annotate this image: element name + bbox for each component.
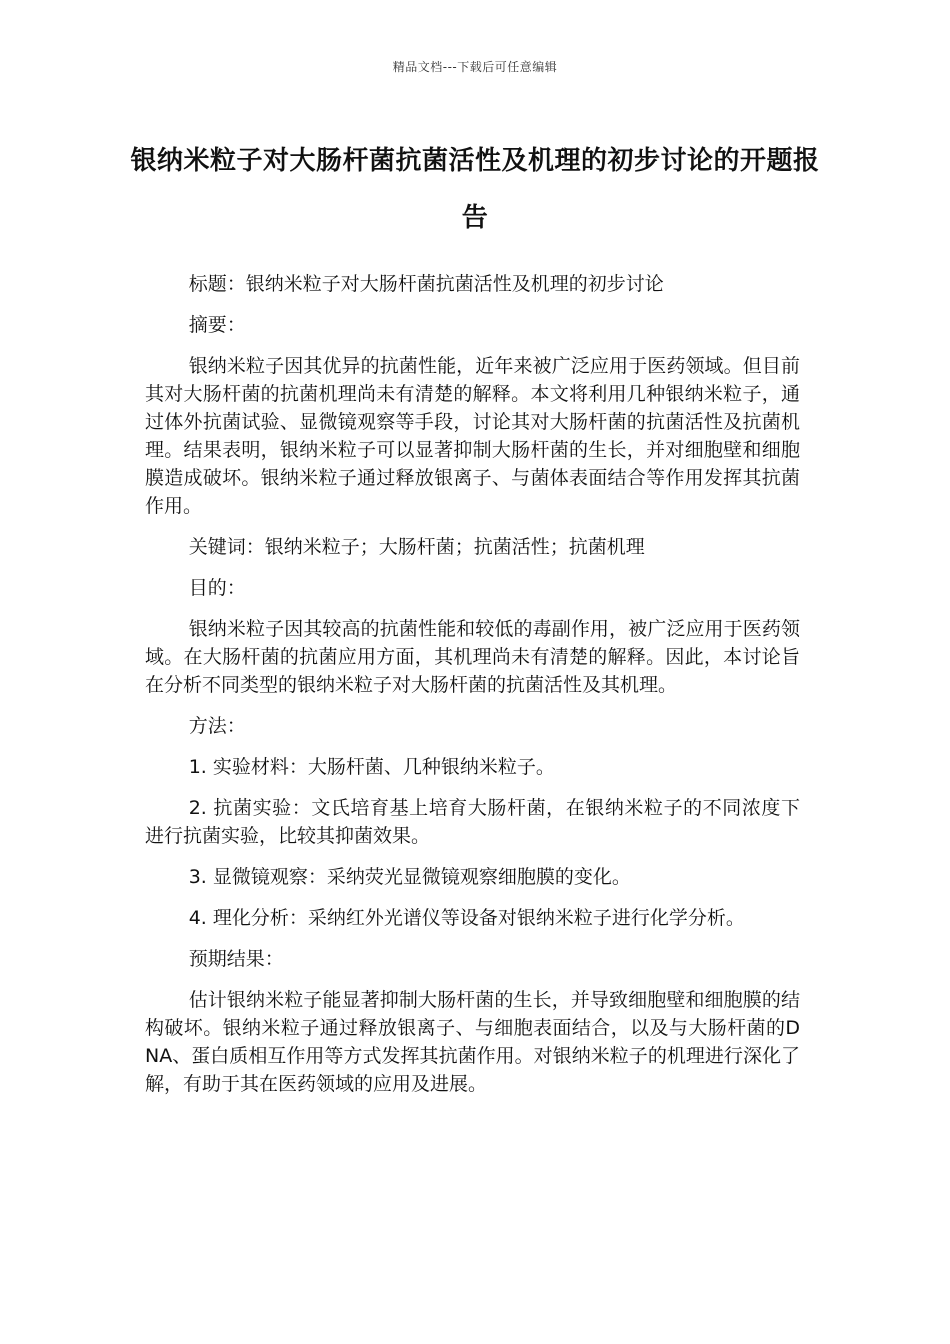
paragraph-results: 估计银纳米粒子能显著抑制大肠杆菌的生长，并导致细胞壁和细胞膜的结构破坏。银纳米粒子通过释放银离子、与细胞表面结合，以及与大肠杆菌的DNA、蛋白质相互作用等方式发挥其抗菌作用。对银纳米粒子的机理进行深化了解，有助于其在医药领域的应用及进展。: [145, 989, 800, 1095]
document-body: [145, 270, 800, 1111]
document-title: 银纳米粒子对大肠杆菌抗菌活性及机理的初步讨论的开题报告: [130, 146, 820, 233]
header-note: 精品文档---下载后可任意编辑: [392, 60, 558, 74]
paragraph-method-1: 1. 实验材料：大肠杆菌、几种银纳米粒子。: [188, 756, 555, 778]
paragraph-method-4: 4. 理化分析：采纳红外光谱仪等设备对银纳米粒子进行化学分析。: [188, 907, 745, 929]
paragraph-results-heading: 预期结果：: [188, 948, 284, 970]
paragraph-abstract-heading: 摘要：: [188, 314, 246, 336]
paragraph-purpose: 银纳米粒子因其较高的抗菌性能和较低的毒副作用，被广泛应用于医药领域。在大肠杆菌的抗菌应用方面，其机理尚未有清楚的解释。因此，本讨论旨在分析不同类型的银纳米粒子对大肠杆菌的抗菌活性及其机理。: [145, 618, 800, 696]
paragraph-purpose-heading: 目的：: [188, 577, 246, 599]
paragraph-method-3: 3. 显微镜观察：采纳荧光显微镜观察细胞膜的变化。: [188, 866, 631, 888]
paragraph-title-line: 标题：银纳米粒子对大肠杆菌抗菌活性及机理的初步讨论: [188, 273, 664, 295]
paragraph-abstract: 银纳米粒子因其优异的抗菌性能，近年来被广泛应用于医药领域。但目前其对大肠杆菌的抗菌机理尚未有清楚的解释。本文将利用几种银纳米粒子，通过体外抗菌试验、显微镜观察等手段，讨论其对大肠杆菌的抗菌活性及抗菌机理。结果表明，银纳米粒子可以显著抑制大肠杆菌的生长，并对细胞壁和细胞膜造成破坏。银纳米粒子通过释放银离子、与菌体表面结合等作用发挥其抗菌作用。: [145, 355, 800, 517]
paragraph-keywords: 关键词：银纳米粒子；大肠杆菌；抗菌活性；抗菌机理: [188, 536, 645, 558]
paragraph-method-2: 2. 抗菌实验：文氏培育基上培育大肠杆菌，在银纳米粒子的不同浓度下进行抗菌实验，比较其抑菌效果。: [145, 797, 800, 847]
paragraph-methods-heading: 方法：: [188, 715, 246, 737]
